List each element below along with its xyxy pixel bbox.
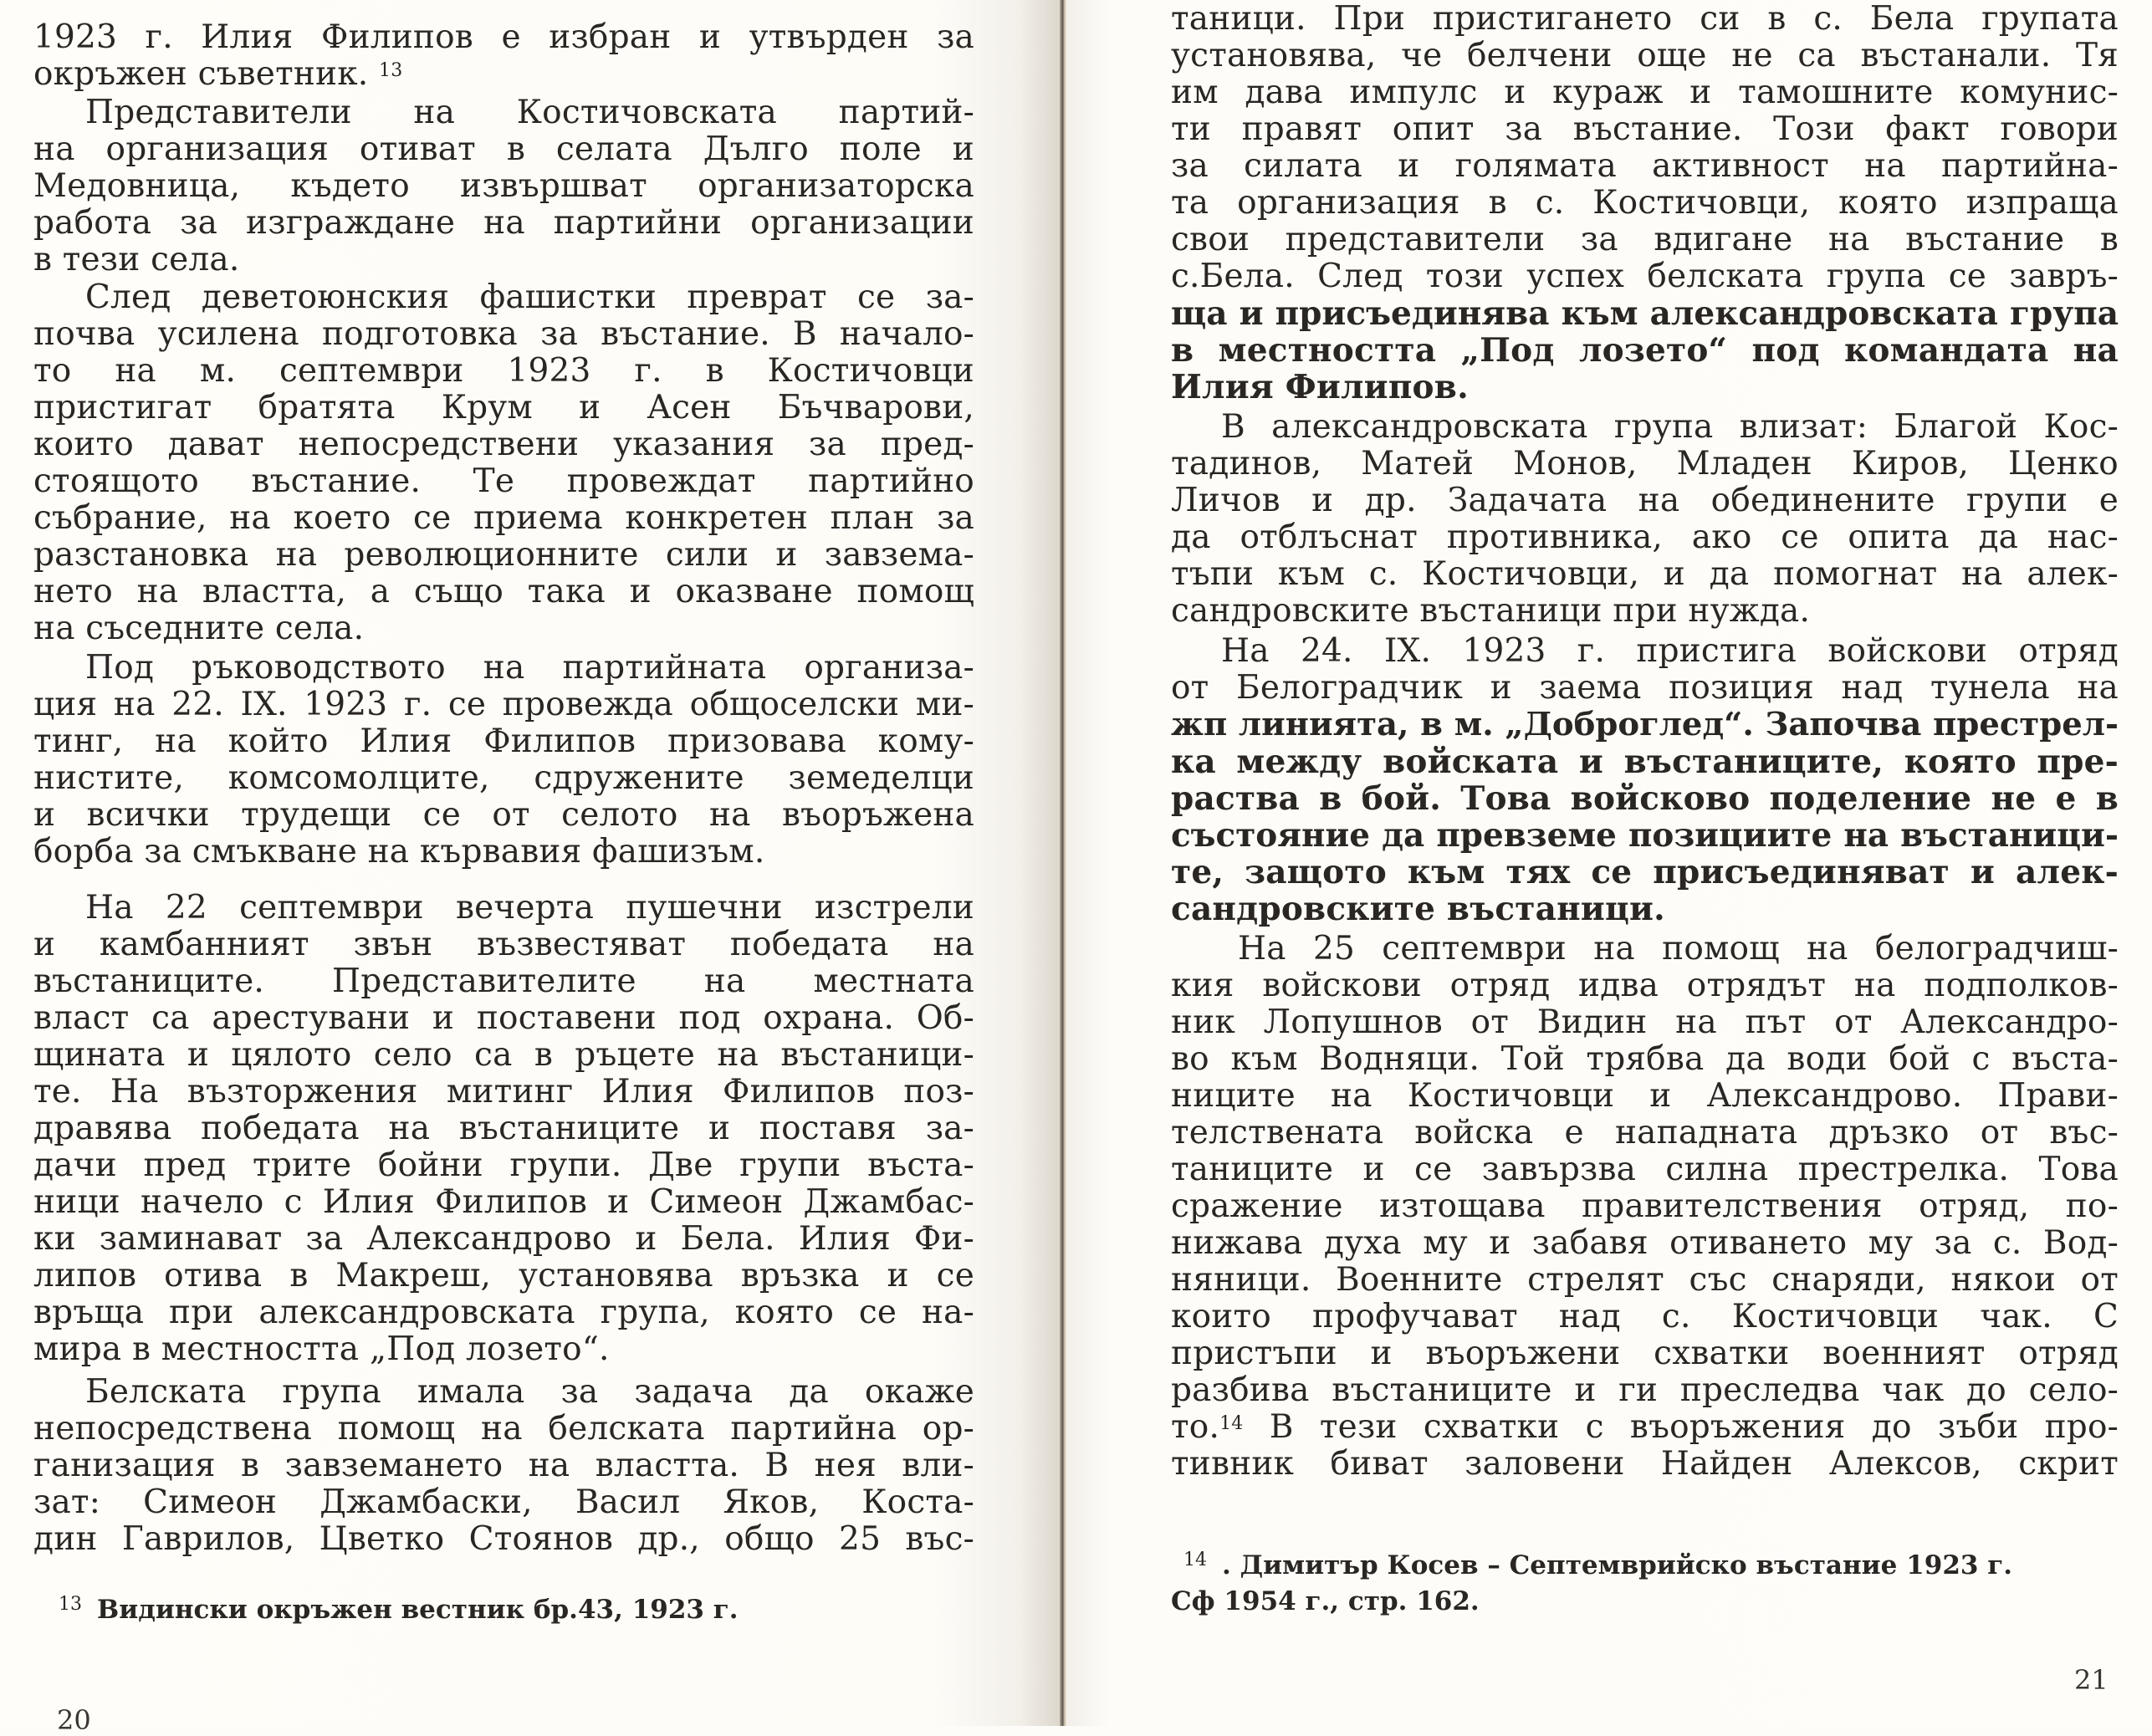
text-fragment: които профучават над с. Костичовци чак. С (1171, 1298, 2119, 1335)
text-line (33, 926, 974, 964)
text-line (1171, 1114, 2119, 1152)
text-line (33, 759, 974, 798)
text-fragment: разбива въстаниците и ги преследва чак до село- (1171, 1371, 2119, 1409)
text-line (33, 1330, 974, 1369)
text-fragment: те. На възторжения митинг Илия Филипов поз- (33, 1073, 974, 1111)
text-fragment: пристигат братята Крум и Асен Бъчварови, (33, 389, 974, 426)
text-fragment: почва усилена подготовка за въстание. В начало- (33, 315, 974, 353)
text-fragment: нистите, комсомолците, сдружените земеделци (33, 759, 974, 797)
text-line (1238, 930, 2119, 968)
footnote-text: Видински окръжен вестник бр.43, 1923 г. (97, 1595, 739, 1625)
text-line (1171, 1224, 2119, 1263)
footnote-13 (59, 1593, 739, 1630)
text-fragment: кия войскови отряд идва отрядът на подполков- (1171, 967, 2119, 1004)
text-line (33, 573, 974, 611)
text-fragment: им дава импулс и кураж и тамошните комунис- (1171, 74, 2119, 111)
text-fragment: установява, че белчени още не са въстанали. Тя (1171, 37, 2119, 74)
text-fragment: да отблъснат противника, ако се опита да нас- (1171, 518, 2119, 556)
text-line (33, 1220, 974, 1259)
text-fragment: състояние да превземе позициите на въстаници- (1171, 816, 2119, 855)
text-line (33, 55, 974, 94)
text-fragment: Личов и др. Задачата на обединените групи е (1171, 482, 2119, 519)
text-line (1171, 482, 2119, 520)
text-fragment: връща при александровската група, която се на- (33, 1294, 974, 1331)
text-fragment: непосредствена помощ на белската партийна ор- (33, 1410, 974, 1448)
book-gutter (1060, 0, 1066, 1726)
right-page (1066, 0, 2152, 1726)
text-line (33, 999, 974, 1038)
text-fragment: в тези села. (33, 241, 240, 278)
text-fragment: мира в местността „Под лозето“. (33, 1330, 610, 1368)
text-fragment: таници. При пристигането си в с. Бела групата (1171, 0, 2119, 38)
text-fragment: В тези схватки с въоръжения до зъби про- (1269, 1408, 2119, 1446)
text-fragment: на съседните села. (33, 610, 365, 647)
text-fragment: на организация отиват в селата Дълго поле и (33, 130, 974, 168)
text-line (33, 1520, 974, 1559)
text-line (85, 278, 974, 317)
text-line (1171, 74, 2119, 112)
text-fragment: На 24. IX. 1923 г. пристига войскови отряд (1221, 632, 2119, 670)
text-line (1171, 1371, 2119, 1410)
text-fragment: Медовница, където извършват организаторска (33, 167, 974, 205)
text-fragment: работа за изграждане на партийни организации (33, 204, 974, 242)
text-line (85, 649, 974, 687)
text-line (33, 1183, 974, 1222)
text-line (1171, 221, 2119, 259)
text-fragment: то. (1171, 1408, 1220, 1446)
text-fragment: ганизация в завземането на властта. В нея вли- (33, 1447, 974, 1484)
text-fragment: щината и цялото село са в ръцете на въстаници- (33, 1036, 974, 1074)
text-line (33, 722, 974, 761)
text-line (1171, 706, 2119, 744)
footnote-reference: 14 (1219, 1413, 1244, 1434)
text-line (33, 686, 974, 724)
text-fragment: сандровските въстаници. (1171, 890, 1665, 928)
text-fragment: Представители на Костичовската партий- (85, 94, 974, 131)
text-fragment: та организация в с. Костичовци, която изпраща (1171, 184, 2119, 222)
page-number: 20 (57, 1704, 91, 1736)
text-fragment: 1923 г. Илия Филипов е избран и утвърден за (33, 18, 974, 56)
text-line (1221, 632, 2119, 671)
text-line (33, 389, 974, 427)
text-line (1171, 1040, 2119, 1079)
text-line (1171, 779, 2119, 818)
text-fragment: с.Бела. След този успех белската група се завръ- (1171, 258, 2119, 295)
text-fragment: сандровските въстаници при нужда. (1171, 592, 1811, 630)
text-fragment: събрание, на което се приема конкретен план за (33, 499, 974, 537)
footnote-number: 13 (59, 1594, 82, 1615)
text-line (33, 1410, 974, 1448)
text-fragment: ция на 22. IX. 1923 г. се провежда общоселски ми- (33, 686, 974, 723)
text-line (1171, 368, 2119, 406)
footnote-14-continued: Сф 1954 г., стр. 162. (1171, 1586, 1480, 1616)
footnote-14 (1183, 1549, 2012, 1585)
text-fragment: На 22 септември вечерта пушечни изстрели (85, 889, 974, 927)
text-line (1171, 184, 2119, 222)
text-line (33, 499, 974, 538)
text-fragment: тадинов, Матей Монов, Младен Киров, Ценко (1171, 445, 2119, 483)
text-line (33, 1483, 974, 1522)
text-line (1171, 110, 2119, 149)
text-line (33, 130, 974, 169)
text-line (33, 241, 974, 279)
text-fragment: от Белоградчик и заема позиция над тунела на (1171, 669, 2119, 707)
text-line (1171, 1335, 2119, 1373)
text-fragment: дин Гаврилов, Цветко Стоянов др., общо 25 въс- (33, 1520, 974, 1558)
text-fragment: няници. Военните стрелят със снаряди, някои от (1171, 1261, 2119, 1299)
text-line (1171, 331, 2119, 370)
text-line (33, 962, 974, 1001)
text-fragment: ща и присъединява към александровската група (1171, 294, 2119, 333)
text-line (1171, 816, 2119, 855)
footnote-text: . Димитър Косев – Септемврийско въстание 1923 г. (1222, 1550, 2013, 1580)
text-line (1171, 294, 2119, 333)
text-fragment: След деветоюнския фашистки преврат се за- (85, 278, 974, 316)
text-line (1171, 147, 2119, 186)
text-line (33, 610, 974, 648)
text-line (33, 1447, 974, 1485)
text-fragment: стоящото въстание. Те провеждат партийно (33, 462, 974, 500)
text-fragment: ниците на Костичовци и Александрово. Прави- (1171, 1077, 2119, 1115)
footnote-number: 14 (1183, 1550, 1207, 1570)
text-fragment: свои представители за вдигане на въстание в (1171, 221, 2119, 258)
text-fragment: които дават непосредствени указания за пред- (33, 426, 974, 463)
text-line (1171, 1003, 2119, 1042)
text-fragment: Под ръководството на партийната организа- (85, 649, 974, 687)
text-line (33, 1294, 974, 1332)
text-fragment: тивник биват заловени Найден Алексов, скрит (1171, 1445, 2119, 1483)
text-fragment: раства в бой. Това войсково поделение не е в (1171, 779, 2119, 818)
text-fragment: На 25 септември на помощ на белоградчиш- (1238, 930, 2119, 968)
text-fragment: разстановка на революционните сили и завзема- (33, 536, 974, 574)
text-line (33, 167, 974, 206)
text-line (1171, 0, 2119, 38)
text-line (85, 889, 974, 927)
text-fragment: Белската група имала за задача да окаже (85, 1373, 974, 1411)
text-line (1171, 669, 2119, 707)
text-line (1171, 890, 2119, 928)
text-line (33, 536, 974, 574)
footnote-reference: 13 (379, 60, 403, 81)
text-line (1171, 445, 2119, 483)
text-line (33, 315, 974, 354)
text-line (33, 1146, 974, 1185)
text-fragment: таниците и се завързва силна престрелка. Това (1171, 1151, 2119, 1188)
text-fragment: в местността „Под лозето“ под командата на (1171, 331, 2119, 370)
text-line (1171, 853, 2119, 891)
text-fragment: дачи пред трите бойни групи. Две групи въста- (33, 1146, 974, 1184)
text-line (1171, 1408, 2119, 1447)
text-fragment: сражение изтощава правителствения отряд, по- (1171, 1187, 2119, 1225)
text-line (33, 352, 974, 391)
text-line (1171, 518, 2119, 557)
text-line (33, 204, 974, 243)
text-fragment: ти правят опит за въстание. Този факт говори (1171, 110, 2119, 148)
text-line (33, 1257, 974, 1295)
text-line (1171, 743, 2119, 781)
text-fragment: нето на властта, а също така и оказване помощ (33, 573, 974, 610)
text-fragment: ник Лопушнов от Видин на път от Александро- (1171, 1003, 2119, 1041)
text-fragment: ници начело с Илия Филипов и Симеон Джамбас- (33, 1183, 974, 1221)
text-fragment: въстаниците. Представителите на местната (33, 962, 974, 1000)
text-fragment: дравява победата на въстаниците и поставя за- (33, 1110, 974, 1147)
text-line (1171, 967, 2119, 1005)
text-fragment: нижава духа му и забавя отиването му за с. Вод- (1171, 1224, 2119, 1262)
text-line (85, 94, 974, 132)
text-fragment: борба за смъкване на кървавия фашизъм. (33, 833, 765, 871)
text-line (1171, 258, 2119, 296)
text-line (33, 1036, 974, 1075)
text-fragment: то на м. септември 1923 г. в Костичовци (33, 352, 974, 390)
text-line (1171, 555, 2119, 594)
text-line (1171, 1187, 2119, 1226)
text-fragment: те, защото към тях се присъединяват и алек- (1171, 853, 2119, 891)
text-line (1171, 1445, 2119, 1483)
text-line (33, 833, 974, 871)
text-fragment: во към Водняци. Той трябва да води бой с въста- (1171, 1040, 2119, 1078)
text-fragment: тинг, на който Илия Филипов призовава кому- (33, 722, 974, 760)
text-line (33, 18, 974, 57)
text-line (33, 462, 974, 501)
text-line (1171, 592, 2119, 631)
text-fragment: ки заминават за Александрово и Бела. Илия Фи- (33, 1220, 974, 1258)
text-line (1171, 1298, 2119, 1336)
text-line (85, 1373, 974, 1412)
text-line (33, 796, 974, 835)
text-line (33, 1073, 974, 1111)
text-line (1221, 408, 2119, 447)
text-fragment: жп линията, в м. „Доброглед“. Започва престрел- (1171, 706, 2119, 743)
text-fragment: и камбанният звън възвестяват победата на (33, 926, 974, 963)
text-fragment: пристъпи и въоръжени схватки военният отряд (1171, 1335, 2119, 1372)
text-fragment: за силата и голямата активност на партийна- (1171, 147, 2119, 185)
text-line (33, 426, 974, 464)
left-page (0, 0, 1061, 1736)
text-fragment: и всички трудещи се от селото на въоръжена (33, 796, 974, 834)
text-line (1171, 1151, 2119, 1189)
text-fragment: ка между войската и въстаниците, която пре- (1171, 743, 2119, 781)
text-fragment: власт са арестувани и поставени под охрана. Об- (33, 999, 974, 1037)
text-line (1171, 1077, 2119, 1116)
text-fragment: Илия Филипов. (1171, 368, 1469, 406)
text-fragment: липов отива в Макреш, установява връзка и се (33, 1257, 974, 1294)
text-fragment: тъпи към с. Костичовци, и да помогнат на алек- (1171, 555, 2119, 593)
text-fragment: телствената войска е нападната дръзко от въс- (1171, 1114, 2119, 1151)
page-number: 21 (2074, 1664, 2109, 1696)
text-fragment: В александровската група влизат: Благой Кос- (1221, 408, 2119, 446)
text-line (1171, 1261, 2119, 1299)
text-line (1171, 37, 2119, 75)
text-fragment: зат: Симеон Джамбаски, Васил Яков, Коста- (33, 1483, 974, 1521)
text-fragment: окръжен съветник. (33, 55, 369, 93)
text-line (33, 1110, 974, 1148)
